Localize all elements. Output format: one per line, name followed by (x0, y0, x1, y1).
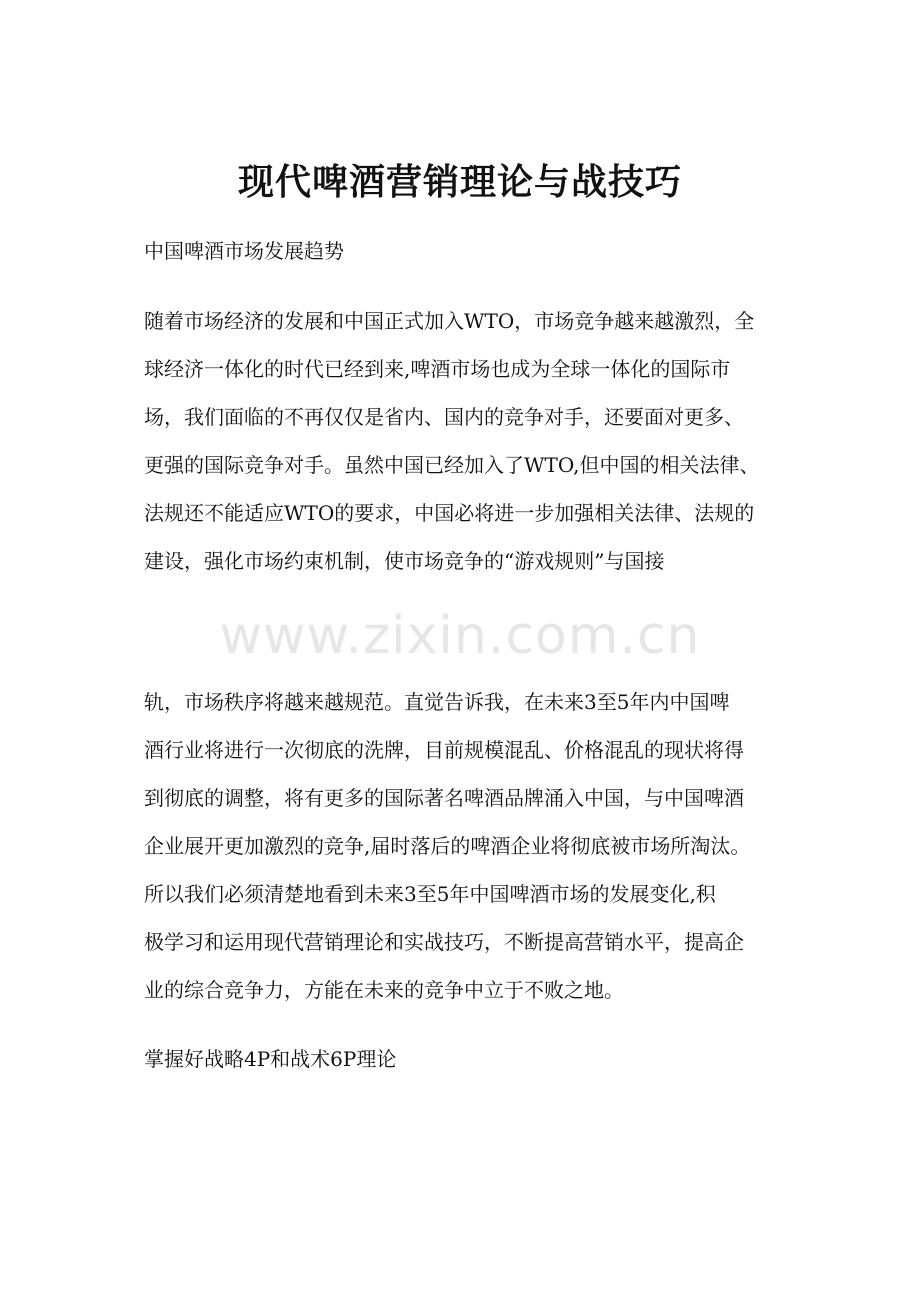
paragraph-line: 建设，强化市场约束机制，使市场竞争的“游戏规则”与国接 (144, 549, 665, 573)
paragraph-line: 酒行业将进行一次彻底的洗牌，目前规模混乱、价格混乱的现状将得 (144, 738, 744, 762)
section-heading-market-trend: 中国啤酒市场发展趋势 (144, 239, 344, 263)
paragraph-line: 球经济一体化的时代已经到来,啤酒市场也成为全球一体化的国际市 (144, 357, 731, 381)
paragraph-line: 更强的国际竞争对手。虽然中国已经加入了WTO,但中国的相关法律、 (144, 453, 760, 477)
document-title: 现代啤酒营销理论与战技巧 (237, 161, 682, 203)
site-watermark: www.zixin.com.cn (219, 606, 701, 666)
paragraph-line: 所以我们必须清楚地看到未来3至5年中国啤酒市场的发展变化,积 (144, 882, 716, 906)
paragraph-line: 法规还不能适应WTO的要求，中国必将进一步加强相关法律、法规的 (144, 501, 755, 525)
paragraph-line: 到彻底的调整，将有更多的国际著名啤酒品牌涌入中国，与中国啤酒 (144, 786, 744, 810)
section-heading-4p-6p: 掌握好战略4P和战术6P理论 (144, 1047, 397, 1071)
paragraph-line: 场，我们面临的不再仅仅是省内、国内的竞争对手，还要面对更多、 (144, 405, 744, 429)
paragraph-line: 业的综合竞争力，方能在未来的竞争中立于不败之地。 (144, 978, 624, 1002)
paragraph-line: 极学习和运用现代营销理论和实战技巧，不断提高营销水平，提高企 (144, 930, 744, 954)
paragraph-line: 随着市场经济的发展和中国正式加入WTO，市场竞争越来越激烈，全 (144, 309, 755, 333)
paragraph-line: 企业展开更加激烈的竞争,届时落后的啤酒企业将彻底被市场所淘汰。 (144, 834, 751, 858)
paragraph-line: 轨，市场秩序将越来越规范。直觉告诉我，在未来3至5年内中国啤 (144, 690, 730, 714)
